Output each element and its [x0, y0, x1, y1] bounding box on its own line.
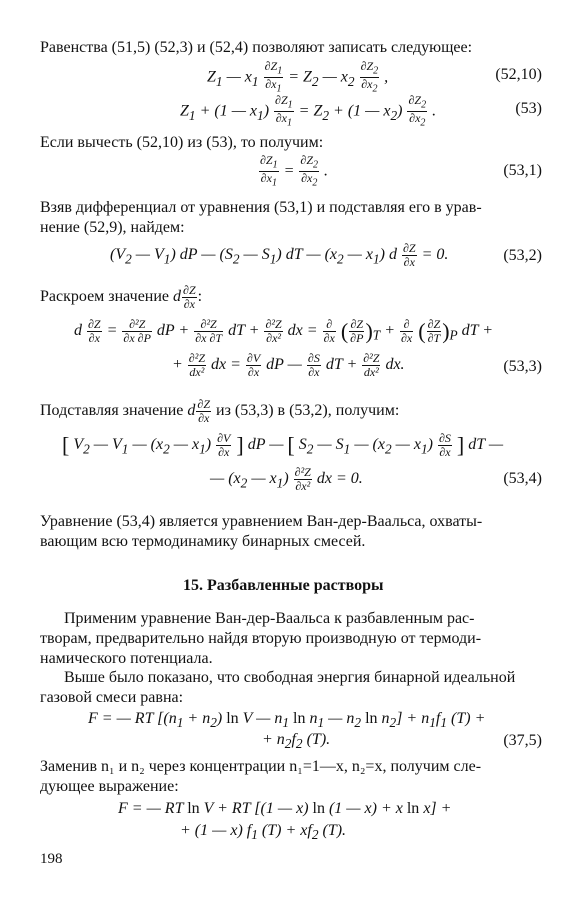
paragraph-line: газовой смеси равна:	[40, 689, 184, 706]
equation-53-1: $\frac{\partial Z_1}{\partial x_1}$ = $\frac{\partial Z_2}{\partial x_2}$ .	[260, 153, 329, 189]
paragraph-line: Раскроем значение d $\frac{\partial Z}{\partial x}$ :	[40, 283, 203, 311]
equation-number: (53,2)	[503, 247, 542, 264]
section-heading: 15. Разбавленные растворы	[183, 577, 384, 594]
equation-number: (53,3)	[503, 358, 542, 375]
paragraph-line: вающим всю термодинамику бинарных смесей.	[40, 533, 366, 550]
paragraph-line: нение (52,9), найдем:	[40, 219, 185, 236]
paragraph-line: творам, предварительно найдя вторую производную от термоди-	[40, 630, 482, 647]
equation-53-3-line1: d $\frac{\partial Z}{\partial x}$ = $\frac{\text{∂²Z}}{\partial x \partial P}$ dP + $\frac{\text{∂²Z}}{\partial x \partial T}$ dT + $\frac{\text{∂²Z}}{\text{∂x²}}$ dx = $\frac{\partial}{\partial x}$ ( $\frac{\partial Z}{\partial P}$ )$_T$ + $\frac{\partial}{\partial x}$ ( $\frac{\partial Z}{\partial T}$ )$_P$ dT +	[74, 317, 494, 345]
page-number: 198	[40, 851, 63, 867]
equation-number: (53)	[515, 100, 542, 117]
equation-number: (53,1)	[503, 162, 542, 179]
equation-52-10: $Z_1$ — $x_1$ $\frac{\partial Z_1}{\partial x_1}$ = $Z_2$ — $x_2$ $\frac{\partial Z_2}{\partial x_2}$ ,	[207, 59, 389, 95]
equation-number: (37,5)	[503, 732, 542, 749]
paragraph-line: Применим уравнение Ван-дер-Ваальса к разбавленным рас-	[64, 610, 475, 627]
equation-number: (52,10)	[495, 66, 542, 83]
paragraph-line: Выше было показано, что свободная энергия бинарной идеальной	[64, 669, 516, 686]
equation-37-5-line2: + $n_2f_2$ (T).	[262, 731, 331, 752]
equation-53-4-line1: [ $V_2$ — $V_1$ — ($x_2$ — $x_1$) $\frac{\partial V}{\partial x}$ ] dP — [ $S_2$ — $S_1$ — ($x_2$ — $x_1$) $\frac{\partial S}{\partial x}$ ] dT —	[62, 431, 504, 459]
equation-free-energy-line2: + (1 — x) $f_1$ $(T) + xf_2$ (T).	[180, 822, 347, 843]
paragraph-line: дующее выражение:	[40, 778, 179, 795]
paragraph-line: Заменив n₁ и n₂ через концентрации n₁=1—x, n₂=x, получим сле-	[40, 758, 482, 775]
paragraph-line: Если вычесть (52,10) из (53), то получим:	[40, 134, 324, 151]
equation-53-2: ($V_2$ — $V_1$) dP — ($S_2$ — $S_1$) dT — ($x_2$ — $x_1$) d $\frac{\partial Z}{\partial x}$ = 0.	[110, 241, 449, 269]
equation-53-4-line2: — ($x_2$ — $x_1$) $\frac{\text{∂²Z}}{\text{∂x²}}$ dx = 0.	[210, 465, 363, 493]
paragraph-line: Взяв дифференциал от уравнения (53,1) и подставляя его в урав-	[40, 199, 482, 216]
paragraph-line: Равенства (51,5) (52,3) и (52,4) позволяют записать следующее:	[40, 39, 473, 56]
equation-53: $Z_1 + (1$ — $x_1$) $\frac{\partial Z_1}{\partial x_1}$ = $Z_2 + (1$ — $x_2$) $\frac{\partial Z_2}{\partial x_2}$ .	[180, 93, 437, 129]
equation-free-energy-line1: F = — RT ln V + RT [(1 — x) ln (1 — x) + x ln x] +	[118, 800, 452, 817]
paragraph-line: Уравнение (53,4) является уравнением Ван-дер-Ваальса, охваты-	[40, 513, 483, 530]
equation-53-3-line2: + $\frac{\text{∂²Z}}{\text{dx²}}$ dx = $\frac{\partial V}{\partial x}$ dP — $\frac{\partial S}{\partial x}$ dT + $\frac{\text{∂²Z}}{\text{dx²}}$ dx.	[172, 351, 405, 379]
paragraph-line: намического потенциала.	[40, 650, 213, 667]
equation-37-5-line1: F = — RT [$(n_1 + n_2)$ ln V — $n_1$ $\ln n_1$ — $n_2$ $\ln n_2] + n_1f_1$ (T) +	[88, 710, 486, 731]
paragraph-line: Подставляя значение d $\frac{\partial Z}{\partial x}$ из (53,3) в (53,2), получим:	[40, 397, 400, 425]
equation-number: (53,4)	[503, 470, 542, 487]
